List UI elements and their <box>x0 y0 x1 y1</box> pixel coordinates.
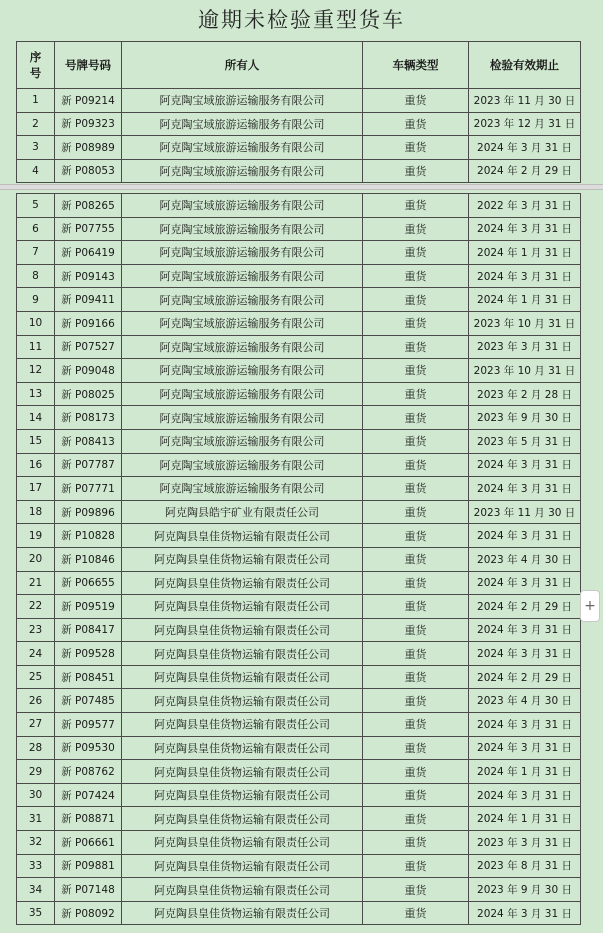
cell-index: 34 <box>17 878 55 902</box>
table-row <box>17 831 581 855</box>
table-row <box>17 642 581 666</box>
table-row <box>17 194 581 218</box>
cell-expiry: 2023 年 5 月 31 日 <box>469 429 581 453</box>
cell-type: 重货 <box>363 429 469 453</box>
vehicle-table-bottom <box>16 193 581 925</box>
cell-plate: 新 P08417 <box>55 618 122 642</box>
cell-plate: 新 P07755 <box>55 217 122 241</box>
table-row <box>17 713 581 737</box>
cell-type: 重货 <box>363 713 469 737</box>
cell-type: 重货 <box>363 760 469 784</box>
cell-expiry: 2024 年 1 月 31 日 <box>469 288 581 312</box>
cell-expiry: 2023 年 4 月 30 日 <box>469 547 581 571</box>
cell-expiry: 2024 年 3 月 31 日 <box>469 477 581 501</box>
table-row <box>17 335 581 359</box>
cell-owner: 阿克陶宝域旅游运输服务有限公司 <box>122 359 363 383</box>
cell-type: 重货 <box>363 382 469 406</box>
cell-owner: 阿克陶县皇佳货物运输有限责任公司 <box>122 901 363 925</box>
table-row <box>17 547 581 571</box>
cell-type: 重货 <box>363 854 469 878</box>
cell-index: 33 <box>17 854 55 878</box>
cell-type: 重货 <box>363 288 469 312</box>
cell-index: 26 <box>17 689 55 713</box>
cell-type: 重货 <box>363 359 469 383</box>
cell-type: 重货 <box>363 500 469 524</box>
table-row <box>17 359 581 383</box>
cell-expiry: 2024 年 3 月 31 日 <box>469 736 581 760</box>
cell-owner: 阿克陶县皇佳货物运输有限责任公司 <box>122 807 363 831</box>
cell-type: 重货 <box>363 736 469 760</box>
cell-plate: 新 P08451 <box>55 665 122 689</box>
cell-index: 16 <box>17 453 55 477</box>
cell-owner: 阿克陶县皇佳货物运输有限责任公司 <box>122 736 363 760</box>
cell-expiry: 2023 年 9 月 30 日 <box>469 878 581 902</box>
cell-plate: 新 P09048 <box>55 359 122 383</box>
cell-type: 重货 <box>363 264 469 288</box>
cell-type: 重货 <box>363 477 469 501</box>
cell-expiry: 2023 年 12 月 31 日 <box>469 112 581 136</box>
cell-owner: 阿克陶宝域旅游运输服务有限公司 <box>122 241 363 265</box>
cell-owner: 阿克陶宝域旅游运输服务有限公司 <box>122 406 363 430</box>
cell-type: 重货 <box>363 547 469 571</box>
table-row <box>17 807 581 831</box>
cell-index: 9 <box>17 288 55 312</box>
table-row <box>17 878 581 902</box>
cell-type: 重货 <box>363 406 469 430</box>
cell-owner: 阿克陶县皇佳货物运输有限责任公司 <box>122 618 363 642</box>
cell-owner: 阿克陶县皇佳货物运输有限责任公司 <box>122 854 363 878</box>
cell-plate: 新 P06661 <box>55 831 122 855</box>
cell-index: 18 <box>17 500 55 524</box>
table-row <box>17 406 581 430</box>
table-row <box>17 453 581 477</box>
cell-plate: 新 P08871 <box>55 807 122 831</box>
cell-expiry: 2024 年 2 月 29 日 <box>469 595 581 619</box>
cell-owner: 阿克陶县皇佳货物运输有限责任公司 <box>122 831 363 855</box>
cell-plate: 新 P10846 <box>55 547 122 571</box>
cell-plate: 新 P09143 <box>55 264 122 288</box>
cell-owner: 阿克陶县皇佳货物运输有限责任公司 <box>122 689 363 713</box>
cell-index: 32 <box>17 831 55 855</box>
table-row <box>17 382 581 406</box>
cell-type: 重货 <box>363 311 469 335</box>
cell-expiry: 2023 年 8 月 31 日 <box>469 854 581 878</box>
cell-expiry: 2024 年 3 月 31 日 <box>469 453 581 477</box>
cell-index: 17 <box>17 477 55 501</box>
cell-expiry: 2022 年 3 月 31 日 <box>469 194 581 218</box>
cell-index: 1 <box>17 89 55 113</box>
expand-side-button[interactable] <box>580 590 600 622</box>
cell-plate: 新 P06419 <box>55 241 122 265</box>
cell-index: 31 <box>17 807 55 831</box>
cell-owner: 阿克陶县皓宇矿业有限责任公司 <box>122 500 363 524</box>
cell-owner: 阿克陶宝域旅游运输服务有限公司 <box>122 429 363 453</box>
cell-expiry: 2024 年 2 月 29 日 <box>469 159 581 183</box>
cell-plate: 新 P07771 <box>55 477 122 501</box>
col-header-expiry: 检验有效期止 <box>469 42 581 89</box>
cell-owner: 阿克陶县皇佳货物运输有限责任公司 <box>122 595 363 619</box>
cell-plate: 新 P09896 <box>55 500 122 524</box>
cell-expiry: 2024 年 1 月 31 日 <box>469 760 581 784</box>
cell-type: 重货 <box>363 194 469 218</box>
cell-expiry: 2024 年 1 月 31 日 <box>469 241 581 265</box>
table-row <box>17 159 581 183</box>
cell-index: 30 <box>17 783 55 807</box>
table-row <box>17 477 581 501</box>
cell-plate: 新 P10828 <box>55 524 122 548</box>
cell-index: 2 <box>17 112 55 136</box>
cell-index: 15 <box>17 429 55 453</box>
cell-index: 6 <box>17 217 55 241</box>
cell-type: 重货 <box>363 453 469 477</box>
table-row <box>17 288 581 312</box>
cell-expiry: 2024 年 3 月 31 日 <box>469 901 581 925</box>
cell-index: 19 <box>17 524 55 548</box>
cell-type: 重货 <box>363 783 469 807</box>
cell-type: 重货 <box>363 571 469 595</box>
table-row <box>17 736 581 760</box>
cell-plate: 新 P08762 <box>55 760 122 784</box>
col-header-index-text: 序号 <box>29 50 42 80</box>
cell-plate: 新 P09166 <box>55 311 122 335</box>
cell-expiry: 2023 年 10 月 31 日 <box>469 311 581 335</box>
cell-index: 24 <box>17 642 55 666</box>
cell-expiry: 2023 年 3 月 31 日 <box>469 831 581 855</box>
cell-owner: 阿克陶宝域旅游运输服务有限公司 <box>122 194 363 218</box>
cell-type: 重货 <box>363 901 469 925</box>
cell-plate: 新 P08173 <box>55 406 122 430</box>
cell-expiry: 2024 年 3 月 31 日 <box>469 713 581 737</box>
cell-plate: 新 P09530 <box>55 736 122 760</box>
cell-plate: 新 P08025 <box>55 382 122 406</box>
table-row <box>17 264 581 288</box>
cell-index: 23 <box>17 618 55 642</box>
cell-index: 13 <box>17 382 55 406</box>
cell-plate: 新 P08989 <box>55 136 122 160</box>
table-row <box>17 136 581 160</box>
cell-expiry: 2023 年 4 月 30 日 <box>469 689 581 713</box>
cell-index: 5 <box>17 194 55 218</box>
cell-expiry: 2024 年 3 月 31 日 <box>469 618 581 642</box>
cell-expiry: 2023 年 11 月 30 日 <box>469 500 581 524</box>
cell-index: 20 <box>17 547 55 571</box>
cell-plate: 新 P07527 <box>55 335 122 359</box>
cell-owner: 阿克陶宝域旅游运输服务有限公司 <box>122 217 363 241</box>
table-header-row <box>17 42 581 89</box>
table-row <box>17 89 581 113</box>
cell-owner: 阿克陶宝域旅游运输服务有限公司 <box>122 335 363 359</box>
cell-type: 重货 <box>363 112 469 136</box>
cell-owner: 阿克陶县皇佳货物运输有限责任公司 <box>122 547 363 571</box>
cell-type: 重货 <box>363 335 469 359</box>
cell-type: 重货 <box>363 878 469 902</box>
cell-owner: 阿克陶宝域旅游运输服务有限公司 <box>122 311 363 335</box>
cell-type: 重货 <box>363 642 469 666</box>
cell-expiry: 2024 年 2 月 29 日 <box>469 665 581 689</box>
cell-type: 重货 <box>363 217 469 241</box>
cell-plate: 新 P08092 <box>55 901 122 925</box>
cell-index: 11 <box>17 335 55 359</box>
table-row <box>17 112 581 136</box>
cell-expiry: 2024 年 3 月 31 日 <box>469 264 581 288</box>
cell-owner: 阿克陶县皇佳货物运输有限责任公司 <box>122 878 363 902</box>
cell-owner: 阿克陶宝域旅游运输服务有限公司 <box>122 382 363 406</box>
cell-index: 25 <box>17 665 55 689</box>
cell-plate: 新 P07485 <box>55 689 122 713</box>
cell-index: 10 <box>17 311 55 335</box>
vehicle-table-top <box>16 41 581 183</box>
cell-plate: 新 P09214 <box>55 89 122 113</box>
cell-index: 27 <box>17 713 55 737</box>
cell-owner: 阿克陶宝域旅游运输服务有限公司 <box>122 159 363 183</box>
cell-owner: 阿克陶县皇佳货物运输有限责任公司 <box>122 783 363 807</box>
cell-owner: 阿克陶宝域旅游运输服务有限公司 <box>122 288 363 312</box>
table-row <box>17 689 581 713</box>
cell-type: 重货 <box>363 241 469 265</box>
cell-expiry: 2023 年 10 月 31 日 <box>469 359 581 383</box>
cell-plate: 新 P08053 <box>55 159 122 183</box>
cell-type: 重货 <box>363 831 469 855</box>
table-row <box>17 217 581 241</box>
cell-plate: 新 P09519 <box>55 595 122 619</box>
cell-type: 重货 <box>363 807 469 831</box>
cell-owner: 阿克陶县皇佳货物运输有限责任公司 <box>122 524 363 548</box>
cell-owner: 阿克陶宝域旅游运输服务有限公司 <box>122 112 363 136</box>
cell-type: 重货 <box>363 524 469 548</box>
cell-index: 14 <box>17 406 55 430</box>
cell-owner: 阿克陶县皇佳货物运输有限责任公司 <box>122 571 363 595</box>
cell-type: 重货 <box>363 618 469 642</box>
cell-type: 重货 <box>363 136 469 160</box>
cell-expiry: 2024 年 3 月 31 日 <box>469 524 581 548</box>
cell-plate: 新 P09411 <box>55 288 122 312</box>
cell-expiry: 2024 年 3 月 31 日 <box>469 217 581 241</box>
cell-index: 7 <box>17 241 55 265</box>
cell-index: 4 <box>17 159 55 183</box>
page-title: 逾期未检验重型货车 <box>198 8 405 32</box>
cell-index: 28 <box>17 736 55 760</box>
cell-plate: 新 P07148 <box>55 878 122 902</box>
plus-icon: + <box>584 598 596 614</box>
cell-index: 29 <box>17 760 55 784</box>
cell-plate: 新 P06655 <box>55 571 122 595</box>
cell-expiry: 2023 年 11 月 30 日 <box>469 89 581 113</box>
cell-expiry: 2023 年 3 月 31 日 <box>469 335 581 359</box>
table-row <box>17 595 581 619</box>
table-row <box>17 241 581 265</box>
cell-owner: 阿克陶县皇佳货物运输有限责任公司 <box>122 665 363 689</box>
col-header-owner: 所有人 <box>122 42 363 89</box>
table-row <box>17 571 581 595</box>
col-header-plate: 号牌号码 <box>55 42 122 89</box>
cell-plate: 新 P08265 <box>55 194 122 218</box>
cell-plate: 新 P08413 <box>55 429 122 453</box>
table-row <box>17 500 581 524</box>
cell-expiry: 2023 年 9 月 30 日 <box>469 406 581 430</box>
table-row <box>17 429 581 453</box>
cell-plate: 新 P07787 <box>55 453 122 477</box>
cell-index: 35 <box>17 901 55 925</box>
table-row <box>17 760 581 784</box>
cell-owner: 阿克陶宝域旅游运输服务有限公司 <box>122 264 363 288</box>
cell-owner: 阿克陶宝域旅游运输服务有限公司 <box>122 453 363 477</box>
cell-type: 重货 <box>363 595 469 619</box>
cell-type: 重货 <box>363 89 469 113</box>
cell-index: 3 <box>17 136 55 160</box>
cell-plate: 新 P07424 <box>55 783 122 807</box>
cell-owner: 阿克陶县皇佳货物运输有限责任公司 <box>122 642 363 666</box>
cell-index: 8 <box>17 264 55 288</box>
cell-plate: 新 P09528 <box>55 642 122 666</box>
cell-expiry: 2024 年 1 月 31 日 <box>469 807 581 831</box>
cell-type: 重货 <box>363 665 469 689</box>
table-row <box>17 901 581 925</box>
cell-owner: 阿克陶县皇佳货物运输有限责任公司 <box>122 713 363 737</box>
col-header-type: 车辆类型 <box>363 42 469 89</box>
cell-type: 重货 <box>363 159 469 183</box>
cell-plate: 新 P09881 <box>55 854 122 878</box>
cell-expiry: 2023 年 2 月 28 日 <box>469 382 581 406</box>
table-row <box>17 618 581 642</box>
table-row <box>17 524 581 548</box>
table-row <box>17 311 581 335</box>
cell-index: 22 <box>17 595 55 619</box>
cell-owner: 阿克陶宝域旅游运输服务有限公司 <box>122 477 363 501</box>
cell-owner: 阿克陶宝域旅游运输服务有限公司 <box>122 89 363 113</box>
table-row <box>17 665 581 689</box>
split-divider[interactable] <box>0 184 603 190</box>
cell-expiry: 2024 年 3 月 31 日 <box>469 783 581 807</box>
cell-expiry: 2024 年 3 月 31 日 <box>469 571 581 595</box>
cell-expiry: 2024 年 3 月 31 日 <box>469 642 581 666</box>
cell-plate: 新 P09323 <box>55 112 122 136</box>
cell-expiry: 2024 年 3 月 31 日 <box>469 136 581 160</box>
table-row <box>17 854 581 878</box>
table-row <box>17 783 581 807</box>
col-header-index <box>17 42 55 89</box>
cell-index: 21 <box>17 571 55 595</box>
cell-plate: 新 P09577 <box>55 713 122 737</box>
cell-index: 12 <box>17 359 55 383</box>
cell-type: 重货 <box>363 689 469 713</box>
cell-owner: 阿克陶宝域旅游运输服务有限公司 <box>122 136 363 160</box>
cell-owner: 阿克陶县皇佳货物运输有限责任公司 <box>122 760 363 784</box>
